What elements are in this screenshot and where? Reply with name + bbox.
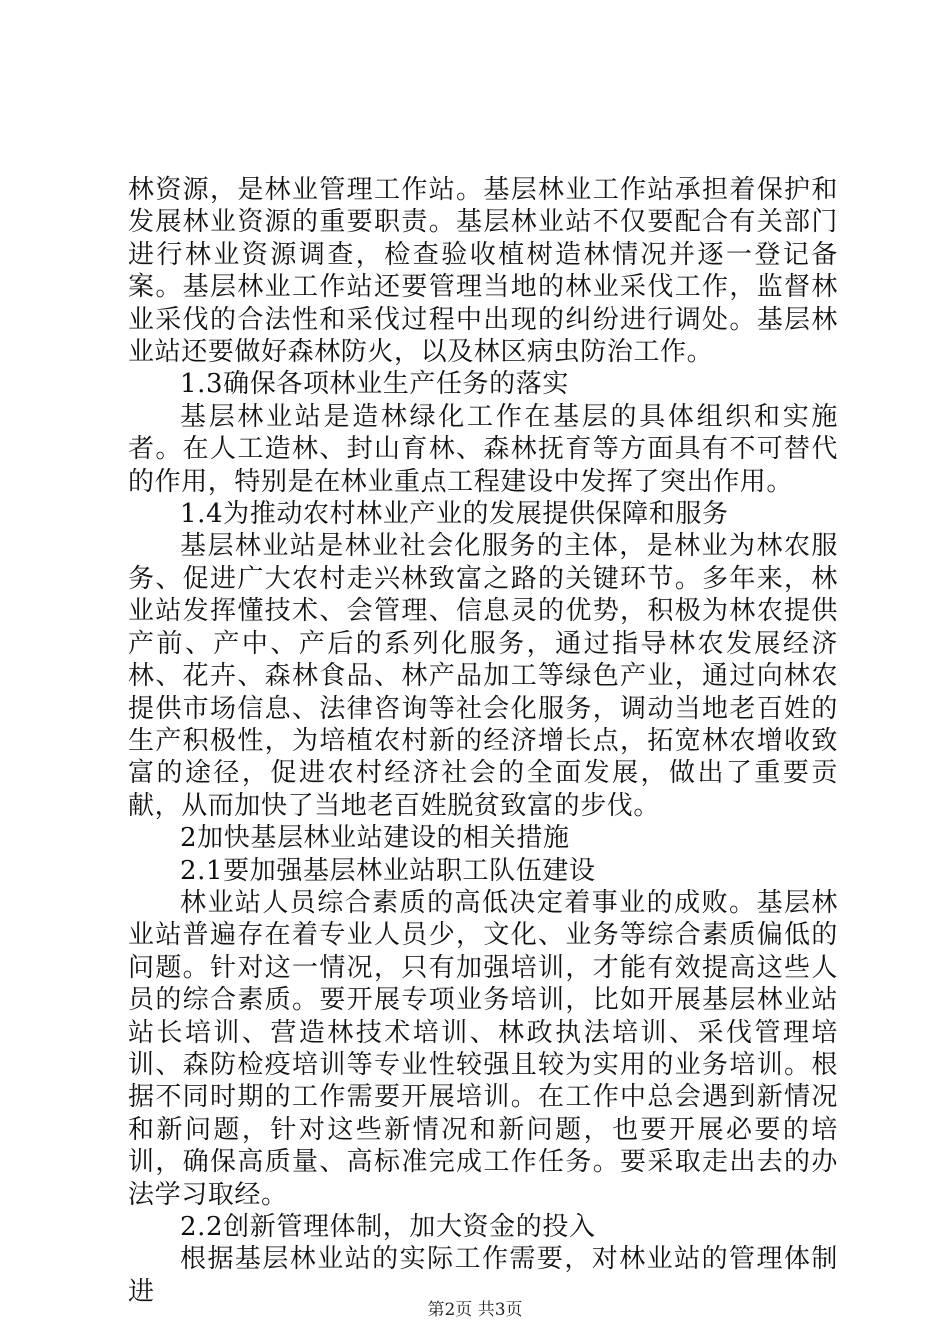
document-body — [128, 174, 838, 1308]
section-heading: 1.4为推动农村林业产业的发展提供保障和服务 — [180, 499, 729, 530]
paragraph: 根据基层林业站的实际工作需要，对林业站的管理体制进 — [128, 1244, 838, 1307]
section-heading: 2.2创新管理体制，加大资金的投入 — [180, 1212, 596, 1242]
page-footer: 第2页 共3页 — [427, 1300, 523, 1320]
paragraph: 林资源，是林业管理工作站。基层林业工作站承担着保护和发展林业资源的重要职责。基层林业站不仅要配合有关部门进行林业资源调查，检查验收植树造林情况并逐一登记备案。基层林业工作站还要管理当地的林业采伐工作，监督林业采伐的合法性和采伐过程中出现的纠纷进行调处。基层林业站还要做好森林防火，以及林区病虫防治工作。 — [128, 175, 838, 368]
paragraph: 基层林业站是林业社会化服务的主体，是林业为林农服务、促进广大农村走兴林致富之路的关键环节。多年来，林业站发挥懂技术、会管理、信息灵的优势，积极为林农提供产前、产中、产后的系列化服务，通过指导林农发展经济林、花卉、森林食品、林产品加工等绿色产业，通过向林农提供市场信息、法律咨询等社会化服务，调动当地老百姓的生产积极性，为培植农村新的经济增长点，拓宽林农增收致富的途径，促进农村经济社会的全面发展，做出了重要贡献，从而加快了当地老百姓脱贫致富的步伐。 — [128, 531, 838, 821]
section-heading: 2.1要加强基层林业站职工队伍建设 — [180, 855, 596, 886]
paragraph: 林业站人员综合素质的高低决定着事业的成败。基层林业站普遍存在着专业人员少，文化、业务等综合素质偏低的问题。针对这一情况，只有加强培训，才能有效提高这些人员的综合素质。要开展专项业务培训，比如开展基层林业站站长培训、营造林技术培训、林政执法培训、采伐管理培训、森防检疫培训等专业性较强且较为实用的业务培训。根据不同时期的工作需要开展培训。在工作中总会遇到新情况和新问题，针对这些新情况和新问题，也要开展必要的培训，确保高质量、高标准完成工作任务。要采取走出去的办法学习取经。 — [128, 887, 838, 1210]
section-heading: 1.3确保各项林业生产任务的落实 — [180, 369, 569, 400]
section-heading: 2加快基层林业站建设的相关措施 — [180, 823, 570, 854]
paragraph: 基层林业站是造林绿化工作在基层的具体组织和实施者。在人工造林、封山育林、森林抚育等方面具有不可替代的作用，特别是在林业重点工程建设中发挥了突出作用。 — [128, 401, 838, 497]
